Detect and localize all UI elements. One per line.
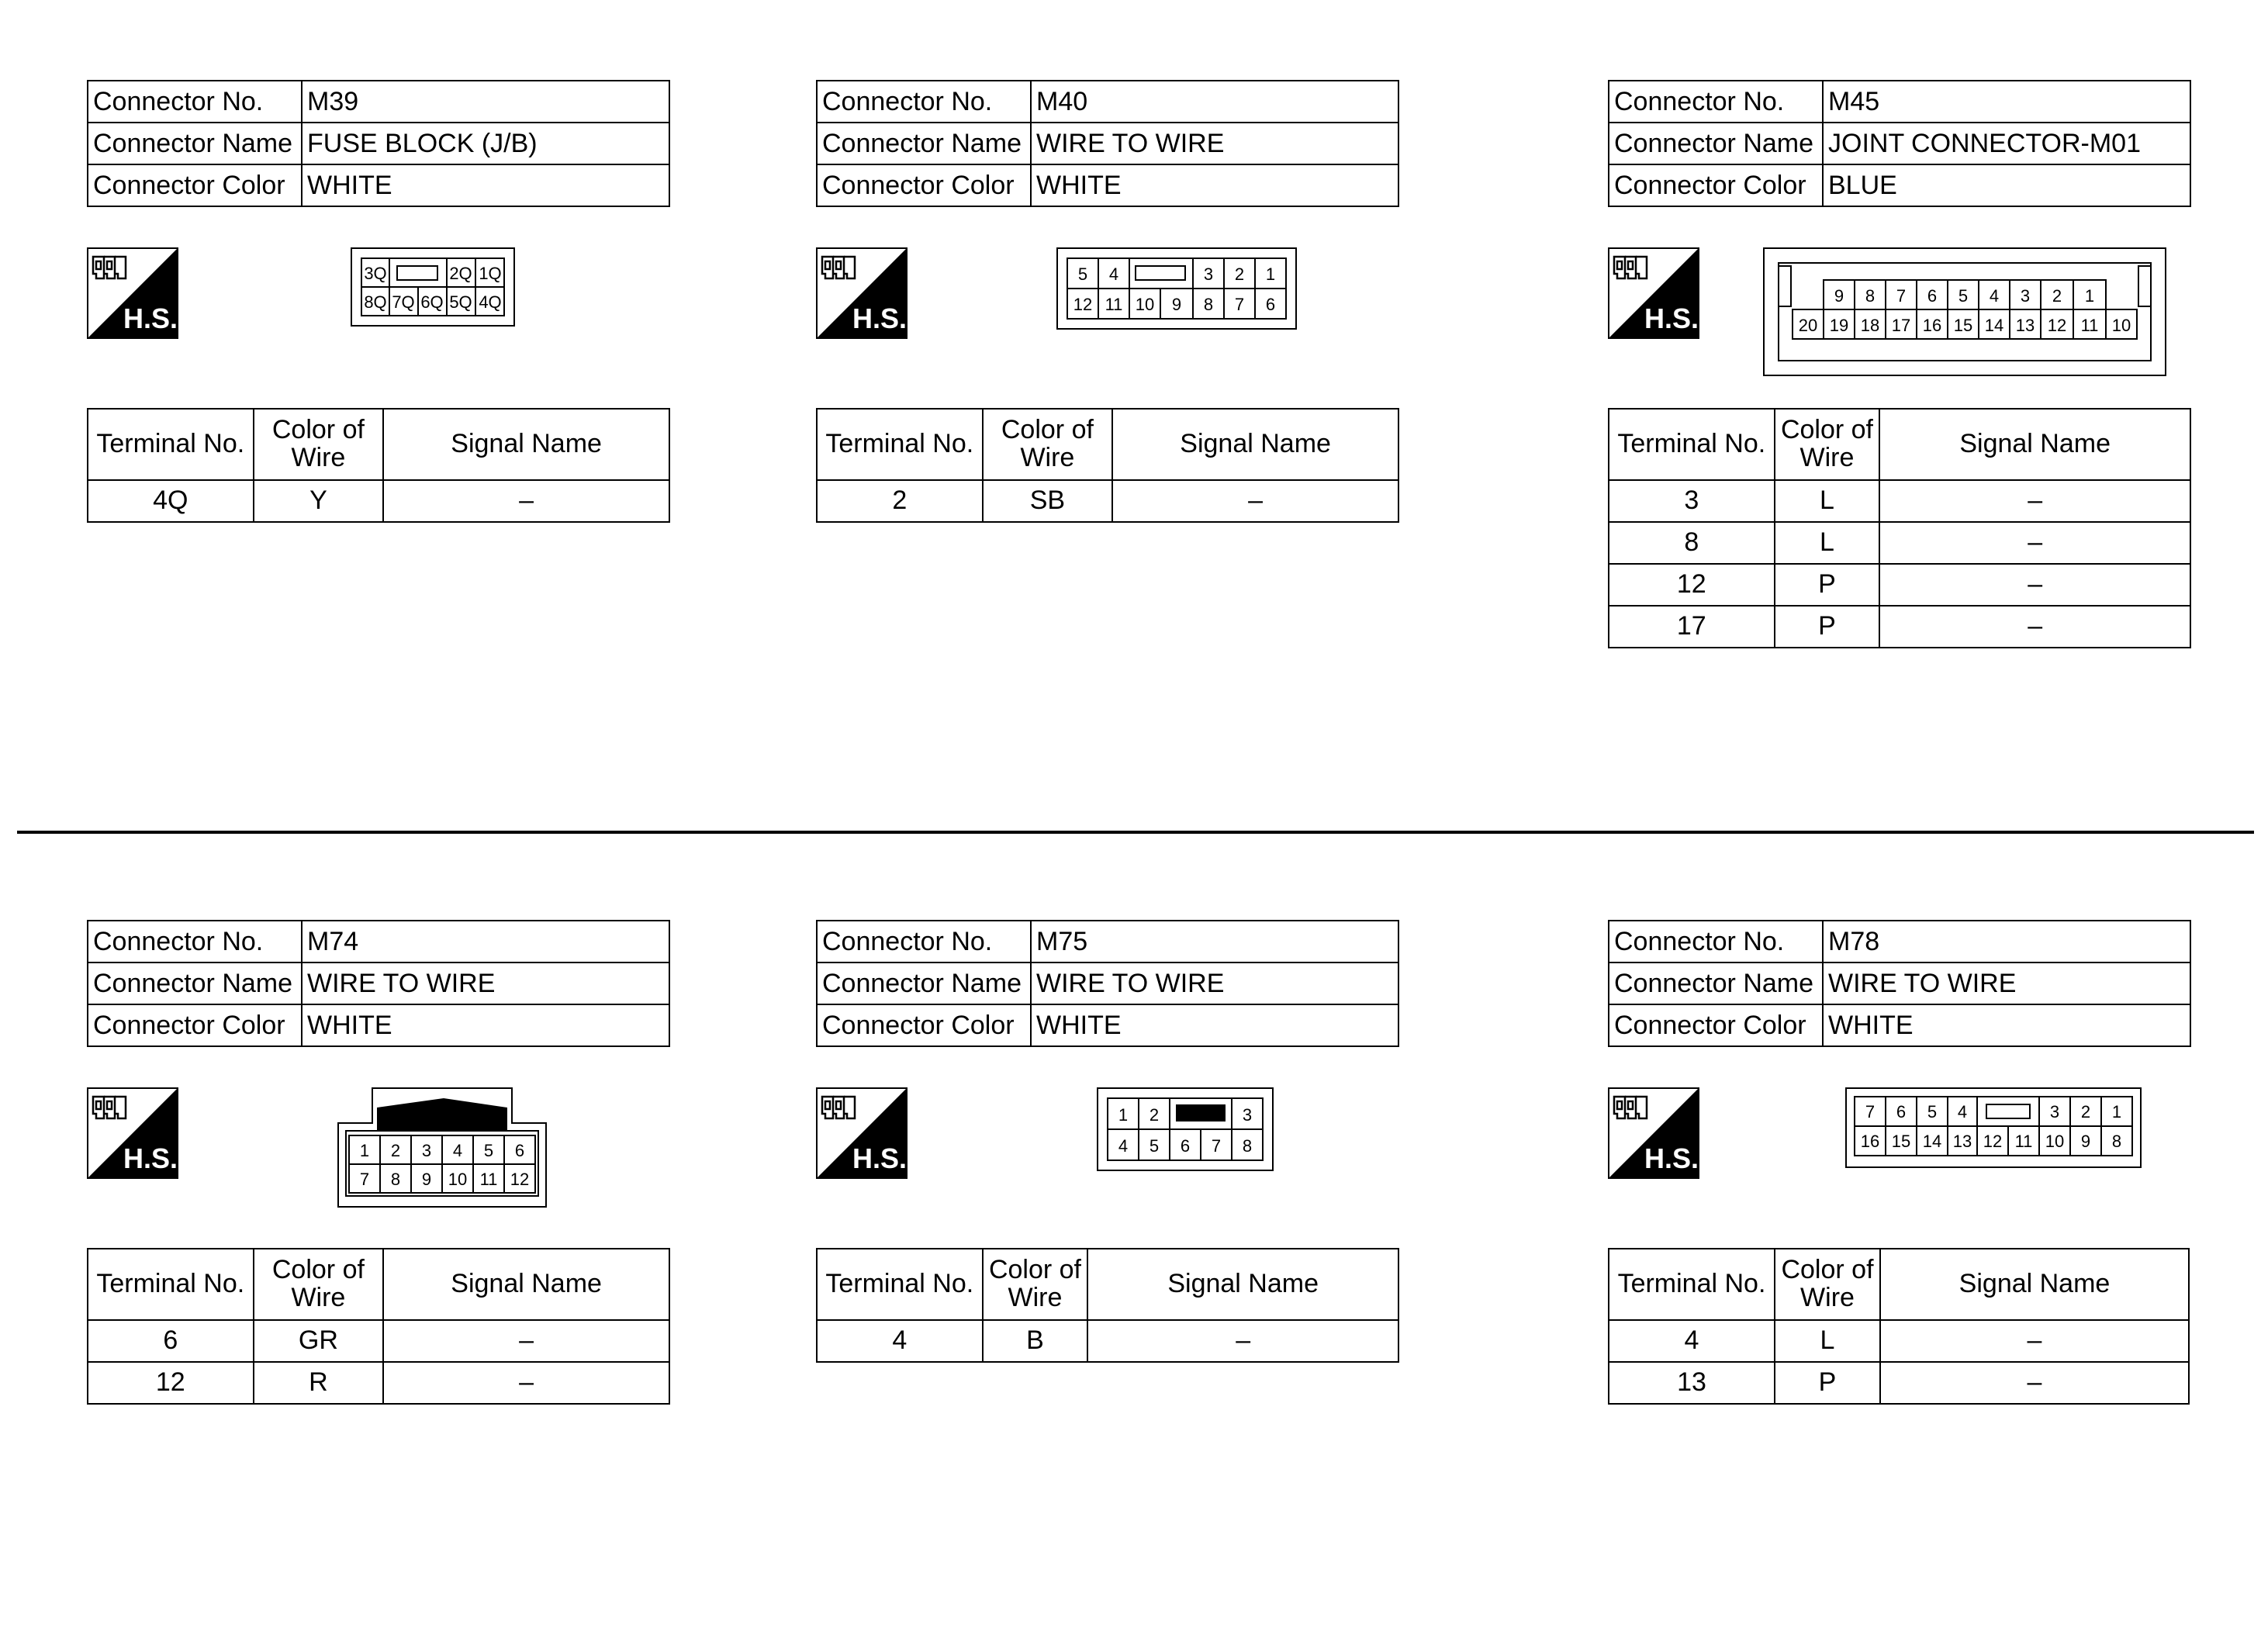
pin-label: 9: [2080, 1132, 2091, 1151]
pin-label: 1: [2084, 286, 2095, 306]
connector-name-value: WIRE TO WIRE: [1031, 963, 1398, 1004]
connector-name-value: FUSE BLOCK (J/B): [302, 123, 669, 164]
connector-name-value: JOINT CONNECTOR-M01: [1823, 123, 2190, 164]
signal-name-header: Signal Name: [1087, 1249, 1398, 1320]
signal-name-cell: –: [1880, 1362, 2189, 1404]
hs-harness-side-icon: [816, 1087, 908, 1179]
hs-badge-text: H.S.: [852, 302, 908, 334]
connector-face-diagram: [1056, 247, 1297, 330]
hs-badge-text: H.S.: [123, 302, 178, 334]
pin-label: 4: [1108, 264, 1119, 284]
pin-label: 2: [2052, 286, 2062, 306]
color-of-wire-header: Color of Wire: [1775, 1249, 1880, 1320]
table-row: [1609, 564, 2190, 606]
pin-label: 4: [1118, 1136, 1129, 1156]
color-of-wire-header: Color of Wire: [983, 409, 1113, 480]
connector-face-diagram: [337, 1087, 548, 1208]
connector-no-value: M78: [1823, 921, 2190, 963]
signal-name-cell: –: [1112, 480, 1398, 522]
connector-color-value: WHITE: [302, 1004, 669, 1046]
pin-label: 10: [2045, 1132, 2065, 1151]
connector-color-value: WHITE: [1031, 164, 1398, 206]
connector-color-value: BLUE: [1823, 164, 2190, 206]
pin-label: 13: [1952, 1132, 1972, 1151]
connector-color-label: Connector Color: [817, 1004, 1031, 1046]
terminal-no-header: Terminal No.: [817, 409, 983, 480]
pin-label: 1: [1265, 264, 1276, 284]
terminal-no-cell: 4: [1609, 1320, 1775, 1362]
terminal-table: [1608, 1248, 2190, 1405]
terminal-no-cell: 4Q: [88, 480, 254, 522]
connector-block-m74: [87, 920, 670, 1398]
wire-color-cell: SB: [983, 480, 1113, 522]
connector-block-m45: [1608, 80, 2191, 641]
color-of-wire-header: Color of Wire: [254, 1249, 384, 1320]
pin-label: 16: [1922, 316, 1942, 335]
terminal-no-cell: 4: [817, 1320, 983, 1362]
hs-badge-text: H.S.: [852, 1142, 908, 1174]
table-row: [1609, 1320, 2189, 1362]
pin-label: 3: [1242, 1105, 1253, 1125]
terminal-no-header: Terminal No.: [1609, 409, 1775, 480]
wire-color-cell: L: [1775, 522, 1880, 564]
table-row: [88, 1320, 669, 1362]
table-row: [88, 1362, 669, 1404]
pin-label: 17: [1891, 316, 1911, 335]
table-row: [1609, 1362, 2189, 1404]
pin-label: 8: [1242, 1136, 1253, 1156]
terminal-table: [1608, 408, 2191, 648]
signal-name-cell: –: [1879, 564, 2190, 606]
terminal-no-cell: 3: [1609, 480, 1775, 522]
terminal-no-header: Terminal No.: [88, 409, 254, 480]
pin-label: 5Q: [449, 292, 472, 312]
signal-name-header: Signal Name: [1112, 409, 1398, 480]
table-row: [817, 480, 1398, 522]
terminal-no-cell: 13: [1609, 1362, 1775, 1404]
pin-label: 12: [1073, 295, 1093, 314]
connector-color-value: WHITE: [1823, 1004, 2190, 1046]
connector-info-table: [87, 920, 670, 1047]
pin-label: 1: [1118, 1105, 1129, 1125]
pin-label: 11: [2080, 316, 2099, 335]
connector-no-value: M45: [1823, 81, 2190, 123]
terminal-no-cell: 8: [1609, 522, 1775, 564]
connector-color-label: Connector Color: [88, 1004, 302, 1046]
terminal-table: [87, 408, 670, 523]
connector-block-m78: [1608, 920, 2191, 1398]
wire-color-cell: Y: [254, 480, 384, 522]
pin-label: 20: [1798, 316, 1818, 335]
pin-label: 6: [514, 1141, 525, 1160]
connector-block-m75: [816, 920, 1399, 1356]
wire-color-cell: P: [1775, 1362, 1880, 1404]
wire-color-cell: P: [1775, 606, 1880, 648]
connector-no-value: M39: [302, 81, 669, 123]
pin-label: 15: [1891, 1132, 1911, 1151]
connector-face-diagram: [351, 247, 515, 327]
wire-color-cell: R: [254, 1362, 384, 1404]
connector-no-label: Connector No.: [817, 81, 1031, 123]
signal-name-cell: –: [383, 1320, 669, 1362]
signal-name-cell: –: [1880, 1320, 2189, 1362]
terminal-no-cell: 17: [1609, 606, 1775, 648]
wire-color-cell: L: [1775, 480, 1880, 522]
terminal-no-cell: 6: [88, 1320, 254, 1362]
connector-no-label: Connector No.: [1609, 81, 1823, 123]
connector-block-m40: [816, 80, 1399, 516]
pin-label: 3: [2020, 286, 2031, 306]
pin-label: 6: [1180, 1136, 1191, 1156]
pin-label: 4: [1989, 286, 2000, 306]
color-of-wire-header: Color of Wire: [254, 409, 384, 480]
terminal-no-header: Terminal No.: [88, 1249, 254, 1320]
connector-name-label: Connector Name: [817, 963, 1031, 1004]
connector-no-value: M75: [1031, 921, 1398, 963]
pin-label: 12: [2047, 316, 2067, 335]
connector-color-label: Connector Color: [1609, 164, 1823, 206]
pin-label: 12: [510, 1170, 530, 1189]
pin-label: 7: [1234, 295, 1245, 314]
connector-color-value: WHITE: [302, 164, 669, 206]
terminal-table: [816, 408, 1399, 523]
connector-name-label: Connector Name: [1609, 963, 1823, 1004]
pin-label: 15: [1953, 316, 1973, 335]
table-row: [1609, 522, 2190, 564]
connector-info-table: [1608, 80, 2191, 207]
signal-name-cell: –: [1879, 606, 2190, 648]
pin-label: 13: [2015, 316, 2035, 335]
wire-color-cell: L: [1775, 1320, 1880, 1362]
signal-name-header: Signal Name: [383, 409, 669, 480]
pin-label: 3: [1203, 264, 1214, 284]
pin-label: 7: [359, 1170, 370, 1189]
pin-label: 5: [1927, 1102, 1938, 1121]
terminal-no-cell: 12: [1609, 564, 1775, 606]
terminal-no-cell: 2: [817, 480, 983, 522]
pin-label: 5: [1077, 264, 1088, 284]
hs-badge-text: H.S.: [1644, 302, 1699, 334]
connector-name-value: WIRE TO WIRE: [1823, 963, 2190, 1004]
pin-label: 11: [479, 1170, 498, 1189]
connector-info-table: [87, 80, 670, 207]
pin-label: 11: [1105, 295, 1123, 314]
signal-name-header: Signal Name: [1879, 409, 2190, 480]
wire-color-cell: GR: [254, 1320, 384, 1362]
pin-label: 4: [1957, 1102, 1968, 1121]
hs-harness-side-icon: [1608, 1087, 1699, 1179]
connector-no-label: Connector No.: [1609, 921, 1823, 963]
connector-no-label: Connector No.: [817, 921, 1031, 963]
connector-info-table: [1608, 920, 2191, 1047]
pin-label: 1: [2111, 1102, 2122, 1121]
pin-label: 3: [2049, 1102, 2060, 1121]
pin-label: 11: [2014, 1132, 2033, 1151]
table-row: [1609, 480, 2190, 522]
hs-badge-text: H.S.: [123, 1142, 178, 1174]
signal-name-cell: –: [1879, 522, 2190, 564]
pin-label: 2: [1234, 264, 1245, 284]
connector-name-value: WIRE TO WIRE: [302, 963, 669, 1004]
signal-name-header: Signal Name: [1880, 1249, 2189, 1320]
pin-label: 9: [1834, 286, 1844, 306]
pin-label: 10: [448, 1170, 468, 1189]
pin-label: 7: [1896, 286, 1907, 306]
pin-label: 1: [359, 1141, 370, 1160]
signal-name-header: Signal Name: [383, 1249, 669, 1320]
pin-label: 2: [2080, 1102, 2091, 1121]
signal-name-cell: –: [1087, 1320, 1398, 1362]
pin-label: 1Q: [479, 264, 502, 283]
pin-label: 6: [1927, 286, 1938, 306]
terminal-table: [816, 1248, 1399, 1363]
hs-harness-side-icon: [1608, 247, 1699, 339]
connector-name-value: WIRE TO WIRE: [1031, 123, 1398, 164]
pin-label: 6Q: [420, 292, 444, 312]
pin-label: 4: [452, 1141, 463, 1160]
pin-label: 8Q: [364, 292, 387, 312]
pin-label: 8: [390, 1170, 401, 1189]
wire-color-cell: P: [1775, 564, 1880, 606]
pin-label: 18: [1860, 316, 1880, 335]
pin-label: 5: [1958, 286, 1969, 306]
pin-label: 8: [2111, 1132, 2122, 1151]
connector-block-m39: [87, 80, 670, 516]
color-of-wire-header: Color of Wire: [1775, 409, 1880, 480]
terminal-no-header: Terminal No.: [817, 1249, 983, 1320]
connector-color-label: Connector Color: [88, 164, 302, 206]
section-divider: [17, 831, 2254, 834]
hs-badge-text: H.S.: [1644, 1142, 1699, 1174]
connector-no-label: Connector No.: [88, 81, 302, 123]
pin-label: 8: [1865, 286, 1876, 306]
connector-name-label: Connector Name: [817, 123, 1031, 164]
connector-info-table: [816, 80, 1399, 207]
pin-label: 14: [1922, 1132, 1942, 1151]
connector-color-label: Connector Color: [1609, 1004, 1823, 1046]
pin-label: 5: [1149, 1136, 1160, 1156]
pin-label: 2: [1149, 1105, 1160, 1125]
connector-name-label: Connector Name: [88, 963, 302, 1004]
connector-face-diagram: [1097, 1087, 1274, 1171]
table-row: [88, 480, 669, 522]
pin-label: 14: [1984, 316, 2004, 335]
signal-name-cell: –: [383, 480, 669, 522]
pin-label: 6: [1265, 295, 1276, 314]
pin-label: 2Q: [449, 264, 472, 283]
pin-label: 3: [421, 1141, 432, 1160]
pin-label: 6: [1896, 1102, 1907, 1121]
signal-name-cell: –: [383, 1362, 669, 1404]
pin-label: 8: [1203, 295, 1214, 314]
pin-label: 7Q: [392, 292, 415, 312]
pin-label: 12: [1983, 1132, 2003, 1151]
pin-label: 19: [1829, 316, 1849, 335]
pin-label: 10: [1135, 295, 1155, 314]
connector-info-table: [816, 920, 1399, 1047]
connector-face-diagram: [1845, 1087, 2142, 1168]
pin-label: 9: [1171, 295, 1182, 314]
color-of-wire-header: Color of Wire: [983, 1249, 1088, 1320]
terminal-table: [87, 1248, 670, 1405]
hs-harness-side-icon: [87, 247, 178, 339]
table-row: [1609, 606, 2190, 648]
connector-name-label: Connector Name: [1609, 123, 1823, 164]
pin-label: 4Q: [479, 292, 502, 312]
pin-label: 5: [483, 1141, 494, 1160]
hs-harness-side-icon: [87, 1087, 178, 1179]
wire-color-cell: B: [983, 1320, 1088, 1362]
connector-color-value: WHITE: [1031, 1004, 1398, 1046]
pin-label: 10: [2111, 316, 2131, 335]
connector-name-label: Connector Name: [88, 123, 302, 164]
pin-label: 16: [1860, 1132, 1880, 1151]
pin-label: 9: [421, 1170, 432, 1189]
terminal-no-header: Terminal No.: [1609, 1249, 1775, 1320]
connector-no-label: Connector No.: [88, 921, 302, 963]
connector-no-value: M74: [302, 921, 669, 963]
pin-label: 3Q: [364, 264, 387, 283]
connector-color-label: Connector Color: [817, 164, 1031, 206]
connector-face-diagram: [1763, 247, 2166, 376]
hs-harness-side-icon: [816, 247, 908, 339]
pin-label: 7: [1865, 1102, 1876, 1121]
terminal-no-cell: 12: [88, 1362, 254, 1404]
connector-no-value: M40: [1031, 81, 1398, 123]
pin-label: 7: [1211, 1136, 1222, 1156]
table-row: [817, 1320, 1398, 1362]
pin-label: 2: [390, 1141, 401, 1160]
signal-name-cell: –: [1879, 480, 2190, 522]
